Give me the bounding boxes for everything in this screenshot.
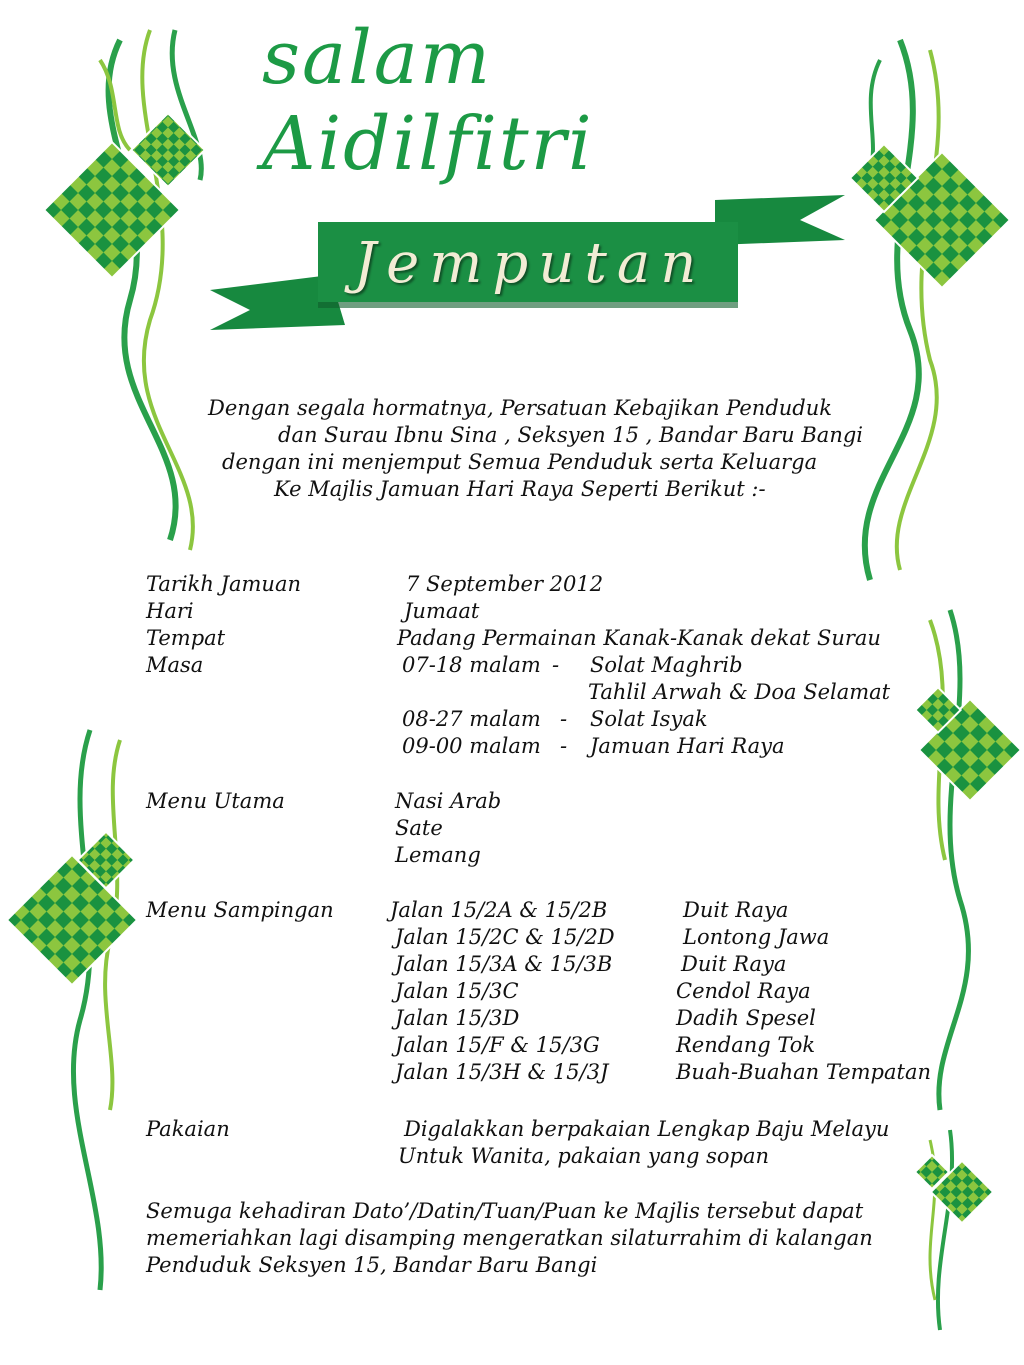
menu-side-dish: Rendang Tok (676, 1033, 816, 1057)
place-value: Padang Permainan Kanak-Kanak dekat Surau (397, 626, 881, 650)
page-title: salam Aidilfitri (262, 15, 594, 187)
closing-line: Penduduk Seksyen 15, Bandar Baru Bangi (146, 1253, 598, 1277)
menu-side-road: Jalan 15/3A & 15/3B (395, 952, 613, 976)
menu-side-dish: Lontong Jawa (683, 925, 830, 949)
schedule-activity: Tahlil Arwah & Doa Selamat (588, 680, 891, 704)
time-label: Masa (146, 653, 204, 677)
schedule-activity: Jamuan Hari Raya (590, 734, 785, 758)
schedule-dash: - (560, 734, 568, 758)
menu-side-label: Menu Sampingan (146, 898, 334, 922)
menu-side-road: Jalan 15/F & 15/3G (395, 1033, 600, 1057)
intro-line-3: dengan ini menjemput Semua Penduduk serta Keluarga (222, 450, 818, 474)
menu-side-dish: Duit Raya (683, 898, 789, 922)
closing-line: Semuga kehadiran Dato’/Datin/Tuan/Puan ke Majlis tersebut dapat (146, 1199, 864, 1223)
schedule-time: 09-00 malam (402, 734, 541, 758)
menu-side-dish: Duit Raya (681, 952, 787, 976)
banner-title: Jemputan (353, 230, 707, 296)
intro-line-1: Dengan segala hormatnya, Persatuan Kebajikan Penduduk (208, 396, 832, 420)
ketupat-top-left (44, 30, 205, 550)
schedule-activity: Solat Isyak (590, 707, 708, 731)
date-label: Tarikh Jamuan (146, 572, 301, 596)
menu-side-road: Jalan 15/3C (395, 979, 519, 1003)
closing-line: memeriahkan lagi disamping mengeratkan silaturrahim di kalangan (146, 1226, 873, 1250)
menu-side-road: Jalan 15/3H & 15/3J (395, 1060, 609, 1084)
menu-side-dish: Cendol Raya (676, 979, 811, 1003)
schedule-time: 08-27 malam (402, 707, 541, 731)
schedule-dash: - (552, 653, 560, 677)
schedule-time: 07-18 malam (402, 653, 541, 677)
place-label: Tempat (146, 626, 226, 650)
menu-side-road: Jalan 15/3D (395, 1006, 520, 1030)
menu-side-road: Jalan 15/2A & 15/2B (390, 898, 608, 922)
menu-side-road: Jalan 15/2C & 15/2D (395, 925, 615, 949)
menu-main-item: Nasi Arab (395, 789, 502, 813)
ketupat-mid-right (915, 610, 1021, 1110)
date-value: 7 September 2012 (406, 572, 604, 596)
intro-line-4: Ke Majlis Jamuan Hari Raya Seperti Berikut :- (274, 477, 766, 501)
dress-label: Pakaian (146, 1117, 230, 1141)
day-value: Jumaat (404, 599, 480, 623)
menu-side-dish: Dadih Spesel (676, 1006, 816, 1030)
menu-main-item: Sate (395, 816, 443, 840)
day-label: Hari (146, 599, 194, 623)
ketupat-mid-left (7, 730, 137, 1290)
menu-main-item: Lemang (395, 843, 481, 867)
menu-main-label: Menu Utama (146, 789, 285, 813)
schedule-activity: Solat Maghrib (590, 653, 743, 677)
ketupat-bottom-right (915, 1130, 993, 1330)
ketupat-top-right (850, 40, 1010, 580)
menu-side-dish: Buah-Buahan Tempatan (676, 1060, 931, 1084)
dress-line: Digalakkan berpakaian Lengkap Baju Melayu (404, 1117, 890, 1141)
intro-line-2: dan Surau Ibnu Sina , Seksyen 15 , Bandar Baru Bangi (278, 423, 864, 447)
dress-line: Untuk Wanita, pakaian yang sopan (398, 1144, 769, 1168)
schedule-dash: - (560, 707, 568, 731)
